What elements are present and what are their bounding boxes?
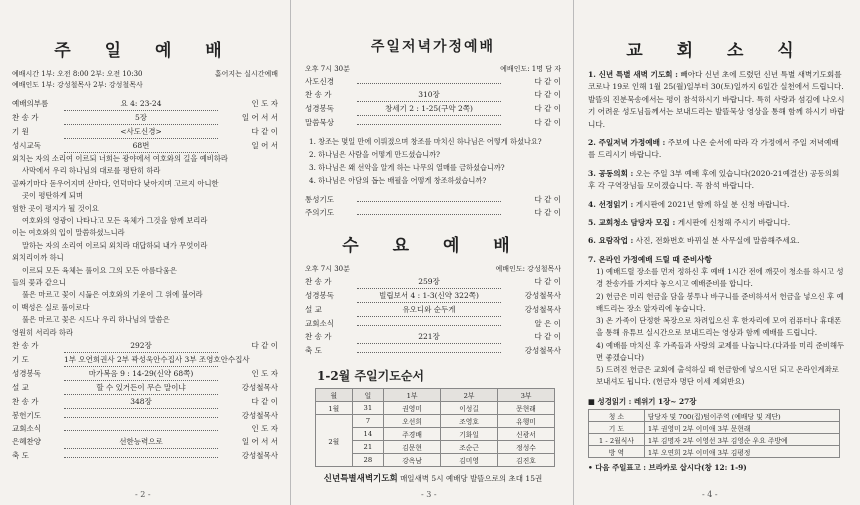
order-row [305,344,561,357]
prayer-cell: 7 [352,415,383,428]
order-content: 348장 [64,395,218,409]
order-row [305,275,561,289]
online-step: 1) 예배드릴 장소를 먼저 정하신 후 예배 1시간 전에 깨끗이 청소를 하시고 성경 찬송가를 가져다 놓으시고 예배준비를 합니다. [596,267,844,289]
duty-cell: 1 - 2월식사 [589,434,645,446]
order-content [64,417,218,418]
prayer-cell: 문현래 [498,402,555,415]
order-content [357,201,501,202]
order-content: 빌립보서 4 : 1-3(신약 322쪽) [357,289,501,303]
order-row [12,409,278,422]
prayer-cell: 31 [352,402,383,415]
table-row [316,428,555,441]
prayer-cell: 2월 [316,415,353,467]
order-label: 설 교 [12,383,29,393]
duty-table [588,409,840,458]
order-row [305,289,561,303]
order-label: 기 원 [12,127,29,136]
order-leader: 다 같 이 [534,118,561,127]
order-leader: 강성철목사 [524,291,561,300]
scripture-line: 풀은 마르고 꽃은 시드나 우리 하나님의 말씀은 [22,315,170,325]
notice-item [588,137,846,162]
duty-cell: 기 도 [589,422,645,434]
order-label: 찬 송 가 [305,277,332,286]
scripture-line: 이는 여호와의 입이 말씀하셨느니라 [12,228,125,238]
prayer-cell: 기화일 [441,428,498,441]
table-row [589,446,840,458]
order-leader: 일 어 서 서 [241,437,278,447]
question-item: 4. 하나님은 아담의 돕는 배필을 어떻게 창조하셨습니까? [309,176,487,185]
order-content [357,325,501,326]
order-label: 설 교 [305,305,322,314]
wednesday-worship-title: 수 요 예 배 [342,236,524,256]
order-leader: 다 같 이 [534,77,561,86]
prayer-cell: 유행미 [498,415,555,428]
prayer-header-cell: 1부 [384,389,441,402]
order-content: 요 4: 23-24 [64,97,218,111]
order-leader: 인 도 자 [251,424,278,434]
order-row [305,206,561,219]
prayer-cell: 주경배 [384,428,441,441]
online-step: 4) 예배를 마치신 후 가족들과 사랑의 교제를 나눕니다.(다과를 미리 준비해두면 좋겠습니다) [596,340,845,362]
online-step: 2) 헌금은 미리 헌금을 담을 봉투나 바구니를 준비하셔서 헌금을 넣으신 후 예배드리는 장소 앞자리에 놓습니다. [596,291,844,313]
question-item: 1. 창조는 몇일 만에 이뤄졌으며 창조를 마치신 하나님은 어떻게 하셨나요? [309,137,542,146]
prayer-cell: 21 [352,441,383,454]
bible-reading-heading: ■ 성경읽기 : 레위기 1장~ 27장 [588,397,697,407]
order-row [12,367,278,381]
order-content [64,430,218,431]
order-content: 292장 [64,339,218,353]
notice-heading: 5. 교회청소 담당자 모집 : [588,218,676,228]
order-label: 예배의부름 [12,99,49,108]
notice-text: 게시판에 신청해 주시기 바랍니다. [677,218,791,228]
notice-item [588,168,846,193]
order-leader: 강성철목사 [524,346,561,355]
church-news-column [573,0,860,505]
notice-heading: 2. 주일저녁 가정예배 : [588,138,666,148]
notice-text: 게시판에 2021년 함께 하실 분 신청 바랍니다. [635,199,790,209]
notice-text: 빼아다 신년 초에 드렸던 신년 특별 새벽기도회를 코로나 19로 인해 1월 25(월)일부터 30(토)일까지 6일간 실천에서 드립니다. 발뜰의 진분묵송에서는 평이 참석하시기 바랍니다. 특히 사랑과 섬김에 나오시기 어려운 성도님들께서는 보내드리는 발뜰묵상 영상을 통해 함께 하시기 바랍니다. [588,70,845,129]
order-content [357,214,501,215]
page-number: - 4 - [702,490,718,499]
order-leader: 인 도 자 [251,369,278,379]
notice-item [588,69,846,131]
notice-heading: 6. 요람작업 : [588,236,634,246]
prayer-cell: 조영호 [441,415,498,428]
order-content: 221장 [357,330,501,344]
order-content [64,457,218,458]
order-content: 310장 [357,88,501,102]
meditation-questions [305,135,561,187]
dawn-prayer-note: 신년특별새벽기도회 매일새벽 5시 예배당 발뜰으로의 초대 15권 [323,474,543,484]
notice-text: 주보에 나온 순서에 따라 각 가정에서 주일 저녁예배를 드리시기 바랍니다. [588,138,839,160]
notice-item [588,235,846,247]
notice-heading: 4. 선정읽기 : [588,199,634,209]
scripture-line: 이르되 모든 육체는 풀이요 그의 모든 아름다움은 [22,265,177,275]
order-row [305,330,561,344]
question-item: 3. 하나님은 왜 선악을 알게 하는 나무의 열매를 금하셨습니까? [309,163,505,172]
order-row [12,97,278,111]
table-row [316,441,555,454]
duty-cell: 방 역 [589,446,645,458]
scripture-line: 이 백성은 실로 풀이로다 [12,302,90,312]
prayer-cell: 강옥남 [384,454,441,467]
notice-list [588,69,846,248]
order-label: 교회소식 [12,424,41,434]
duty-cell: 청 소 [589,410,645,422]
scripture-line: 외치리이까 하니 [12,253,64,263]
order-content: 1부 오연희권사 2부 곽성욱안수집사 3부 조영호안수집사 [64,353,218,367]
church-news-title: 교 회 소 식 [626,41,808,61]
scripture-line: 골짜기마다 돋우어지며 산마다, 언덕마다 낮아지며 고르지 아니한 [12,178,219,188]
order-content: 5장 [64,111,218,125]
online-step: 5) 드려진 헌금은 교회에 출석하실 때 헌금함에 넣으시던 되고 온라인계좌로 보내셔도 됩니다. (헌금자 명단 이세 제외반요) [596,364,839,387]
scripture-line: 곳이 평탄하게 되며 [22,191,84,201]
worship-order-2 [12,339,278,462]
wednesday-header: 오후 7시 30분 예배인도: 강성철목사 [305,265,561,273]
order-content [357,124,501,125]
evening-worship-title: 주일저녁가정예배 [370,39,496,55]
wednesday-order [305,275,561,357]
prayer-cell: 김진호 [498,454,555,467]
prayer-header-cell: 월 [316,389,353,402]
order-row [12,395,278,409]
prayer-cell: 권영미 [384,402,441,415]
order-row [305,75,561,88]
order-row [12,435,278,449]
order-label: 통성기도 [305,195,334,204]
scripture-line: 사막에서 우리 하나님의 대로를 평탄히 하라 [22,166,161,176]
order-label: 축 도 [12,451,29,461]
order-row [305,317,561,330]
notice-text: 사진, 전화번호 바뀌실 분 사무실에 말씀해주세요. [635,236,800,246]
order-content: 할 수 있거든이 무슨 말이냐 [64,381,218,395]
prayer-cell: 신광서 [498,428,555,441]
order-leader: 강성철목사 [241,451,278,461]
order-label: 찬 송 가 [12,341,39,351]
prayer-cell: 14 [352,428,383,441]
notice-item [588,199,846,211]
order-row [305,303,561,317]
order-content: 유오디와 순두게 [357,303,501,317]
order-row [305,116,561,129]
order-label: 봉헌기도 [12,411,41,421]
worship-times: 예배시간 1부: 오전 8:00 2부: 오전 10:30 흩어지는 실시간예배 [12,70,278,78]
order-leader: 인 도 자 [251,99,278,108]
order-leader: 일 어 서 [251,141,278,150]
prayer-header-cell: 3부 [498,389,555,402]
order-label: 찬 송 가 [12,397,39,407]
order-label: 사도신경 [305,77,334,86]
order-row [12,353,278,367]
prayer-cell: 이성길 [441,402,498,415]
order-leader: 다 같 이 [534,195,561,204]
order-leader: 강성철목사 [524,305,561,314]
evening-worship-column [290,0,573,505]
evening-header: 오후 7시 30분 예배인도: 1명 담 자 [305,65,561,73]
prayer-schedule-table [315,388,555,467]
table-row [589,410,840,422]
prayer-cell: 김문현 [384,441,441,454]
notice-item [588,217,846,229]
prayer-header-cell: 일 [352,389,383,402]
prayer-header-cell: 2부 [441,389,498,402]
scripture-line: 풀은 마르고 꽃이 시듦은 여호와의 기운이 그 위에 불어라 [22,290,203,300]
duty-cell: 담당자 및 700(집)텀이주역 (예배당 및 계단) [644,410,839,422]
order-label: 기 도 [12,355,29,365]
order-row [305,193,561,206]
order-label: 찬 송 가 [305,90,332,99]
notice-text: 오는 주일 3부 예배 후에 있습니다(2020-21예결산) 공동의회 후 각 구역장님들 모이겠습니다. 꼭 참석 바랍니다. [588,168,840,191]
order-row [12,139,278,153]
order-row [12,449,278,462]
order-leader: 다 같 이 [534,208,561,217]
prayer-cell: 김미영 [441,454,498,467]
order-leader: 다 같 이 [251,397,278,407]
prayer-cell: 오선희 [384,415,441,428]
worship-order [12,97,278,153]
online-step: 3) 온 가족이 단정한 복장으로 차려입으신 후 한자리에 모여 컴퓨터나 휴대폰을 통해 유튜브 실시간으로 보내드리는 영상과 함께 예배를 드립니다. [596,316,842,338]
scripture-line: 여호와의 영광이 나타나고 모든 육체가 그것을 함께 보리라 [22,216,208,226]
order-row [12,111,278,125]
notice-heading: 3. 공동의회 : [588,168,634,178]
scripture-line: 험한 곳이 평지가 될 것이요 [12,203,99,213]
page-number: - 2 - [135,490,151,499]
order-label: 은혜찬양 [12,437,41,447]
order-content: 259장 [357,275,501,289]
order-label: 찬 송 가 [12,113,39,122]
order-leader: 다 같 이 [251,127,278,136]
order-content: 68번 [64,139,218,153]
order-label: 말씀묵상 [305,118,334,127]
table-row [589,434,840,446]
order-leader: 알 은 이 [534,319,561,328]
sunday-worship-title: 주 일 예 배 [54,41,236,61]
scripture-line: 말하는 자의 소리여 이르되 외치라 대답하되 내가 무엇이라 [22,240,208,250]
order-leader: 다 같 이 [534,277,561,286]
order-leader: 다 같 이 [534,90,561,99]
worship-leaders: 예배인도 1부: 강성철목사 2부: 강성철목사 [12,81,143,89]
order-content [357,83,501,84]
order-label: 성경봉독 [305,104,334,113]
order-leader: 다 같 이 [534,332,561,341]
order-content: 마가복음 9 : 14-29(신약 68쪽) [64,367,218,381]
duty-cell: 1부 오연희 2부 이미애 3부 김평정 [644,446,839,458]
page-number: - 3 - [421,490,437,499]
scripture-line: 영원히 서리라 하라 [12,327,74,337]
prayer-schedule-title: 1-2월 주일기도순서 [317,369,425,383]
order-row [12,125,278,139]
order-leader: 강성철목사 [241,411,278,421]
order-content [357,352,501,353]
prayer-cell: 1월 [316,402,353,415]
order-label: 교회소식 [305,319,334,328]
online-notice: 7. 온라인 가정예배 드릴 때 준비사항 1) 예배드릴 장소를 먼저 정하신 후 예배 1시간 전에 깨끗이 청소를 하시고 성경 찬송가를 가져다 놓으시고 예배준비를 합니다. 2) 헌금은 미리 헌금을 담을 봉투나 바구니를 준비하셔서 헌금을 넣으신 후 예배드리는 장소 앞자리에 놓습니다. 3) 온 가족이 단정한 복장으로 차려입으신 후 한자리에 모여 컴퓨터나 휴대폰을 통해 유튜브 실시간으로 보내드리는 영상과 함께 예배를 드립니다. 4) 예배를 마치신 후 가족들과 사랑의 교제를 나눕니다.(다과를 미리 준비해두면 좋겠습니다) 5) 드려진 헌금은 교회에 출석하실 때 헌금함에 넣으시던 되고 온라인계좌로 보내셔도 됩니다. (헌금자 명단 이세 제외반요) [588,254,846,388]
order-row [305,102,561,116]
order-leader: 일 어 서 서 [241,113,278,122]
table-row [316,415,555,428]
evening-order-end [305,193,561,219]
evening-order [305,75,561,129]
prayer-cell: 조순근 [441,441,498,454]
order-row [12,381,278,395]
prayer-cell: 정성수 [498,441,555,454]
table-row [589,422,840,434]
duty-cell: 1부 김명자 2부 이영선 3부 김영순 우요 주방예 [644,434,839,446]
order-content: 창세기 2 : 1-25(구약 2쪽) [357,102,501,116]
table-row [316,454,555,467]
responsive-reading [12,153,278,339]
question-item: 2. 하나님은 사람을 어떻게 만드셨습니까? [309,150,440,159]
order-content: <사도신경> [64,125,218,139]
order-label: 성경봉독 [305,291,334,300]
notice-heading: 1. 신년 특별 새벽 기도회 : [588,70,678,79]
order-label: 주의기도 [305,208,334,217]
scripture-line: 들의 꽃과 같으니 [12,278,66,288]
order-label: 찬 송 가 [305,332,332,341]
next-sermon: • 다음 주일표고 : 브라카로 삽시다(창 12: 1-9) [588,463,747,473]
order-leader: 다 같 이 [534,104,561,113]
order-row [12,339,278,353]
table-row [316,402,555,415]
order-label: 축 도 [305,346,322,355]
order-leader: 다 같 이 [251,341,278,351]
prayer-cell: 28 [352,454,383,467]
order-row [305,88,561,102]
scripture-line: 외치는 자의 소리여 이르되 너희는 광야에서 여호와의 길을 예비하라 [12,154,228,163]
duty-cell: 1부 권영미 2부 이미애 3부 문현래 [644,422,839,434]
order-leader: 강성철목사 [241,383,278,393]
sunday-worship-column [0,0,290,505]
order-label: 성시교독 [12,141,41,150]
order-content: 선한능력으로 [64,435,218,449]
order-label: 성경봉독 [12,369,41,379]
order-row [12,422,278,435]
